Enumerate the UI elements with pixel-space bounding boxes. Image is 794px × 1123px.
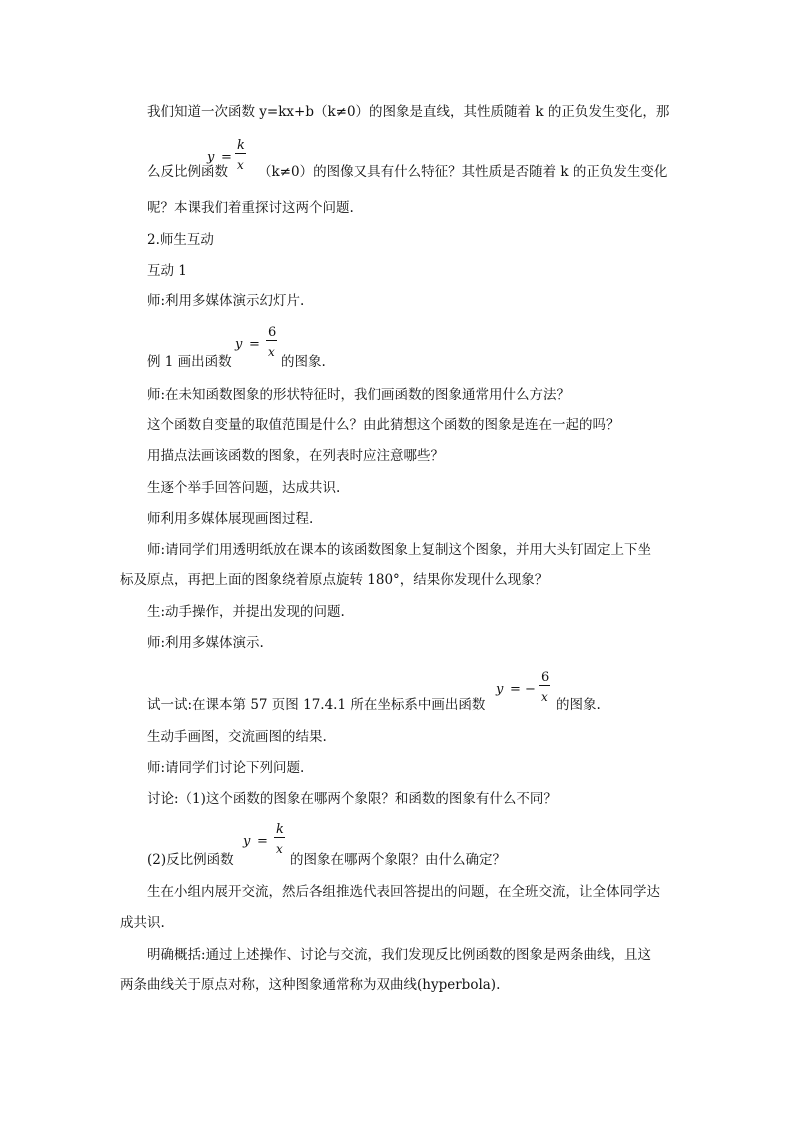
- para-line: 生在小组内展开交流，然后各组推选代表回答提出的问题，在全班交流，让全体同学达: [147, 884, 660, 900]
- para-line: 我们知道一次函数 y=kx+b（k≠0）的图象是直线，其性质随着 k 的正负发生变化，那: [147, 104, 670, 120]
- para-line: 生动手画图，交流画图的结果.: [147, 729, 327, 745]
- para-line: 生:动手操作，并提出发现的问题.: [147, 604, 345, 620]
- para-line: 标及原点，再把上面的图象绕着原点旋转 180°，结果你发现什么现象？: [120, 572, 549, 588]
- para-line: 例 1 画出函数: [147, 354, 232, 370]
- para-line: 成共识.: [120, 915, 165, 931]
- para-line: 两条曲线关于原点对称，这种图象通常称为双曲线(hyperbola).: [120, 977, 501, 993]
- para-line: 师:请同学们讨论下列问题.: [147, 760, 305, 776]
- section-heading: 2.师生互动: [147, 232, 214, 248]
- para-line: 的图象在哪两个象限？由什么确定？: [290, 852, 506, 868]
- para-line: 用描点法画该函数的图象，在列表时应注意哪些？: [147, 448, 444, 464]
- para-line: 讨论:（1)这个函数的图象在哪两个象限？和函数的图象有什么不同？: [147, 791, 557, 807]
- para-line: （k≠0）的图像又具有什么特征？其性质是否随着 k 的正负发生变化: [258, 164, 668, 180]
- para-line: (2)反比例函数: [147, 852, 234, 868]
- para-line: 的图象.: [281, 354, 326, 370]
- para-line: 试一试:在课本第 57 页图 17.4.1 所在坐标系中画出函数: [147, 697, 486, 713]
- para-line: 这个函数自变量的取值范围是什么？由此猜想这个函数的图象是连在一起的吗？: [147, 417, 620, 433]
- para-line: 么反比例函数: [147, 164, 228, 180]
- para-line: 明确概括:通过上述操作、讨论与交流，我们发现反比例函数的图象是两条曲线，且这: [147, 947, 652, 963]
- para-line: 师:请同学们用透明纸放在课本的该函数图象上复制这个图象，并用大头钉固定上下坐: [147, 542, 652, 558]
- para-line: 生逐个举手回答问题，达成共识.: [147, 480, 341, 496]
- para-line: 师:利用多媒体演示幻灯片.: [147, 293, 305, 309]
- para-line: 师:利用多媒体演示.: [147, 635, 264, 651]
- para-line: 师:在未知函数图象的形状特征时，我们画函数的图象通常用什么方法？: [147, 387, 571, 403]
- subsection-heading: 互动 1: [147, 263, 187, 279]
- para-line: 的图象.: [556, 697, 601, 713]
- para-line: 呢？本课我们着重探讨这两个问题.: [147, 200, 354, 216]
- para-line: 师利用多媒体展现画图过程.: [147, 511, 314, 527]
